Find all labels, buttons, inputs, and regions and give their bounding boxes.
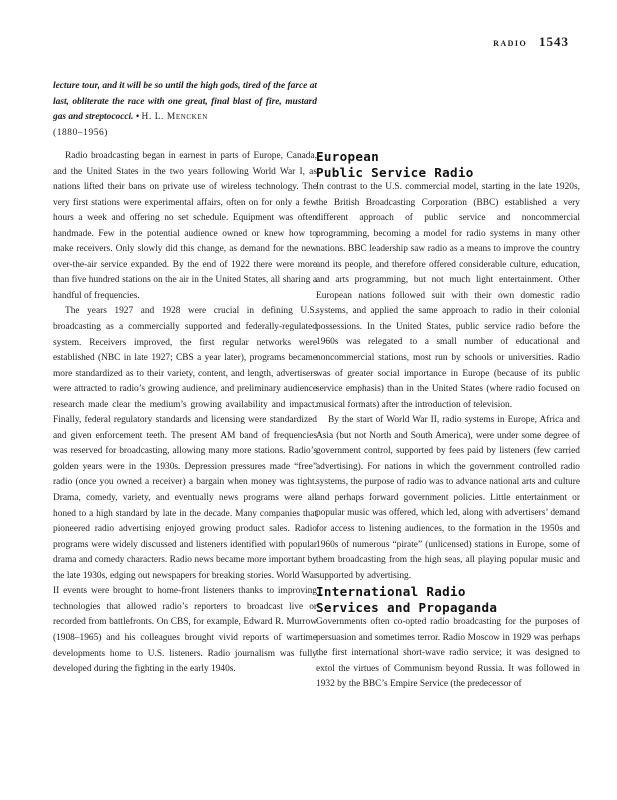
running-head-section: radio [493,37,528,49]
heading-line: International Radio [316,584,466,600]
body-paragraph: Radio broadcasting began in earnest in parts of Europe, Canada, and the United States in the two years following World War I, as nations lifted their bans on private use of wireless technology. The very first stations were experimental affairs, often on for only a few hours a week and offering no set schedule. Equipment was often handmade. Few in the potential audience owned or knew how to make receivers. Only slowly did this change, as demand for the new over-the-air service expanded. By the end of 1922 there were more than five hundred stations on the air in the United States, all sharing a handful of frequencies. [53,151,317,301]
section-heading-european [316,149,580,180]
heading-line: European [316,149,380,164]
epigraph-author: H. L. Mencken [141,112,208,123]
body-paragraph: Governments often co-opted radio broadcasting for the purposes of persuasion and sometimes terror. Radio Moscow in 1929 was perhaps the first international short-wave radio service; it was designed to extol the virtues of Communism beyond Russia. It was followed in 1932 by the BBC’s Empire Service (the predecessor of [316,617,580,690]
heading-line: Services and Propaganda [316,599,498,615]
section-heading-international [316,584,580,615]
epigraph-bullet: • [135,112,140,123]
epigraph-dates: (1880–1956) [53,127,109,138]
left-column [53,149,317,678]
running-head [493,34,569,50]
epigraph [53,79,317,141]
page-number: 1543 [539,34,569,49]
body-paragraph: In contrast to the U.S. commercial model, starting in the late 1920s, the British Broadcasting Corporation (BBC) established a very different approach of public service and noncommercial programming, becoming a model for radio systems in many other nations. BBC leadership saw radio as a means to improve the country and its people, and therefore offered considerable culture, education, and arts programming, but not much light entertainment. Other European nations followed suit with their own domestic radio systems, and applied the same approach to radio in their colonial possessions. In the United States, public service radio before the 1960s was relegated to a small number of educational and noncommercial stations, most run by schools or universities. Radio was of greater social importance in Europe (because of its public service emphasis) than in the United States (where radio focused on musical formats) after the introduction of television. [316,182,580,410]
heading-line: Public Service Radio [316,164,474,180]
body-paragraph: The years 1927 and 1928 were crucial in defining U.S. broadcasting as a commercially supported and federally-regulated system. Receivers improved, the first regular networks were established (NBC in late 1927; CBS a year later), programs became more standardized as to their variety, content, and length, advertisers were attracted to radio’s growing audience, and preliminary audience research made clear the medium’s growing availability and impact. Finally, federal regulatory standards and licensing were standardized and given enforcement teeth. The present AM band of frequencies was reserved for broadcasting, allowing many more stations. Radio’s golden years were in the 1930s. Depression pressures made “free” radio (once you owned a receiver) a bargain when money was tight. Drama, comedy, variety, and eventually news programs were all honed to a high standard by late in the decade. Many companies that pioneered radio advertising enjoyed growing product sales. Radio programs were widely discussed and listeners identified with popular drama and comedy characters. Radio news became more important by the late 1930s, edging out newspapers for breaking stories. World War II events were brought to home-front listeners thanks to improving technologies that allowed radio’s reporters to broadcast live or recorded from battlefronts. On CBS, for example, Edward R. Murrow (1908–1965) and his colleagues brought vivid reports of wartime developments home to U.S. listeners. Radio journalism was fully developed during the fighting in the early 1940s. [53,306,317,675]
body-paragraph: By the start of World War II, radio systems in Europe, Africa and Asia (but not North and South America), were under some degree of government control, supported by fees paid by listeners (few carried advertising). For nations in which the government controlled radio systems, the purpose of radio was to advance national arts and culture and perhaps forward government policies. Little entertainment or popular music was offered, which led, along with advertisers’ demand for access to listening audiences, to the formation in the 1950s and 1960s of numerous “pirate” (unlicensed) stations in Europe, some of them broadcasting from the high seas, all playing popular music and supported by advertising. [316,415,580,581]
epigraph-quote: lecture tour, and it will be so until the high gods, tired of the farce at last, obliterate the race with one great, final blast of fire, mustard gas and streptococci. [53,81,317,123]
right-column [316,149,580,693]
